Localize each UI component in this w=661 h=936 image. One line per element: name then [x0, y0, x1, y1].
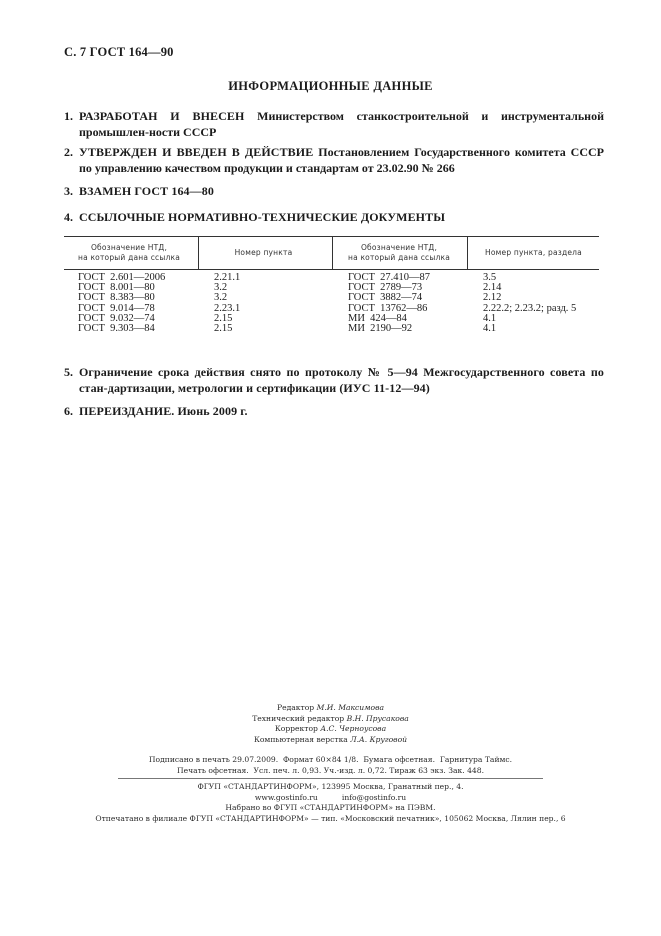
item-text: Постановлением Государственного комитета СССР по управлению качеством продукции и стандартам от 23.02.90 № 266: [79, 145, 604, 175]
item-lead: РАЗРАБОТАН И ВНЕСЕН: [79, 109, 245, 123]
info-item-5: [64, 364, 604, 396]
table-cell-doc1: ГОСТ 9.032—74: [78, 312, 155, 324]
header-doc1: Обозначение НТД, на который дана ссылка: [77, 243, 181, 262]
table-cell-p1: 2.21.1: [214, 272, 241, 283]
table-body: [64, 270, 599, 342]
publisher-line-3: Набрано во ФГУП «СТАНДАРТИНФОРМ» на ПЭВМ.: [225, 803, 436, 812]
item-lead: ССЫЛОЧНЫЕ НОРМАТИВНО-ТЕХНИЧЕСКИЕ ДОКУМЕНТЫ: [79, 210, 446, 224]
item-number: 4.: [64, 210, 73, 224]
publisher-info: [0, 782, 661, 824]
item-lead: УТВЕРЖДЕН И ВВЕДЕН В ДЕЙСТВИЕ: [79, 145, 314, 159]
tech-editor-line: Технический редактор В.Н. Прусакова: [252, 713, 409, 723]
table-cell-doc1: ГОСТ 9.014—78: [78, 302, 155, 314]
editor-line: Редактор М.И. Максимова: [276, 703, 385, 712]
print-line-2: Печать офсетная. Усл. печ. л. 0,93. Уч.-изд. л. 0,72. Тираж 63 экз. Зак. 448.: [177, 765, 484, 775]
table-cell-p1: 2.23.1: [214, 302, 241, 314]
item-text: Министерством станкостроительной и инструментальной промышлен-ности СССР: [79, 109, 604, 139]
publisher-line-4: Отпечатано в филиале ФГУП «СТАНДАРТИНФОРМ» — тип. «Московский печатник», 105062 Москва, Лялин пер., 6: [95, 813, 566, 823]
table-cell-p1: 3.2: [214, 292, 228, 304]
table-cell-doc2: ГОСТ 13762—86: [348, 302, 428, 314]
item-text: ПЕРЕИЗДАНИЕ. Июнь 2009 г.: [79, 404, 248, 418]
header-doc2: Обозначение НТД, на который дана ссылка: [347, 243, 451, 262]
table-cell-p2: 2.14: [483, 282, 502, 294]
publisher-line-2: www.gostinfo.ru info@gostinfo.ru: [254, 792, 407, 802]
table-cell-doc2: ГОСТ 3882—74: [348, 292, 423, 304]
layout-line: Компьютерная верстка Л.А. Круговой: [253, 734, 408, 744]
table-cell-p1: 2.15: [214, 312, 233, 324]
table-cell-doc1: ГОСТ 8.001—80: [78, 282, 155, 294]
table-cell-doc2: ГОСТ 27.410—87: [348, 272, 431, 283]
item-number: 3.: [64, 184, 73, 198]
table-cell-p2: 4.1: [483, 312, 497, 324]
table-cell-doc2: МИ 2190—92: [348, 323, 413, 334]
item-text: Ограничение срока действия снято по протоколу № 5—94 Межгосударственного совета по стан-дартизации, метрологии и сертификации (ИУС 11-12—94): [79, 365, 604, 395]
item-lead: ВЗАМЕН ГОСТ 164—80: [79, 184, 214, 198]
references-table: [64, 236, 599, 342]
editorial-credits: [0, 703, 661, 745]
table-cell-doc1: ГОСТ 2.601—2006: [78, 272, 166, 283]
info-item-3: [64, 183, 604, 199]
info-item-1: [64, 108, 604, 140]
info-item-2: [64, 144, 604, 176]
corrector-line: Корректор А.С. Черноусова: [274, 724, 387, 733]
page-header: С. 7 ГОСТ 164—90: [64, 45, 174, 59]
table-cell-p2: 2.22.2; 2.23.2; разд. 5: [483, 302, 577, 314]
table-cell-doc1: ГОСТ 9.303—84: [78, 323, 155, 334]
section-title: ИНФОРМАЦИОННЫЕ ДАННЫЕ: [228, 79, 433, 93]
header-point2: Номер пункта, раздела: [485, 248, 582, 257]
info-item-4: [64, 209, 604, 225]
table-cell-doc2: МИ 424—84: [348, 312, 407, 324]
table-cell-doc2: ГОСТ 2789—73: [348, 282, 423, 294]
print-line-1: Подписано в печать 29.07.2009. Формат 60×84 1/8. Бумага офсетная. Гарнитура Таймс.: [148, 755, 513, 764]
item-number: 2.: [64, 145, 73, 159]
publisher-line-1: ФГУП «СТАНДАРТИНФОРМ», 123995 Москва, Гранатный пер., 4.: [197, 782, 464, 791]
table-cell-p1: 3.2: [214, 282, 228, 294]
info-item-6: [64, 403, 604, 419]
item-number: 6.: [64, 404, 73, 418]
print-details: [0, 755, 661, 776]
table-header: [64, 236, 599, 270]
table-cell-p2: 4.1: [483, 323, 497, 334]
table-cell-p1: 2.15: [214, 323, 233, 334]
item-number: 1.: [64, 109, 73, 123]
header-point1: Номер пункта: [234, 248, 293, 257]
table-cell-doc1: ГОСТ 8.383—80: [78, 292, 155, 304]
footer-divider: [118, 778, 543, 779]
item-number: 5.: [64, 365, 73, 379]
table-cell-p2: 3.5: [483, 272, 497, 283]
table-cell-p2: 2.12: [483, 292, 502, 304]
